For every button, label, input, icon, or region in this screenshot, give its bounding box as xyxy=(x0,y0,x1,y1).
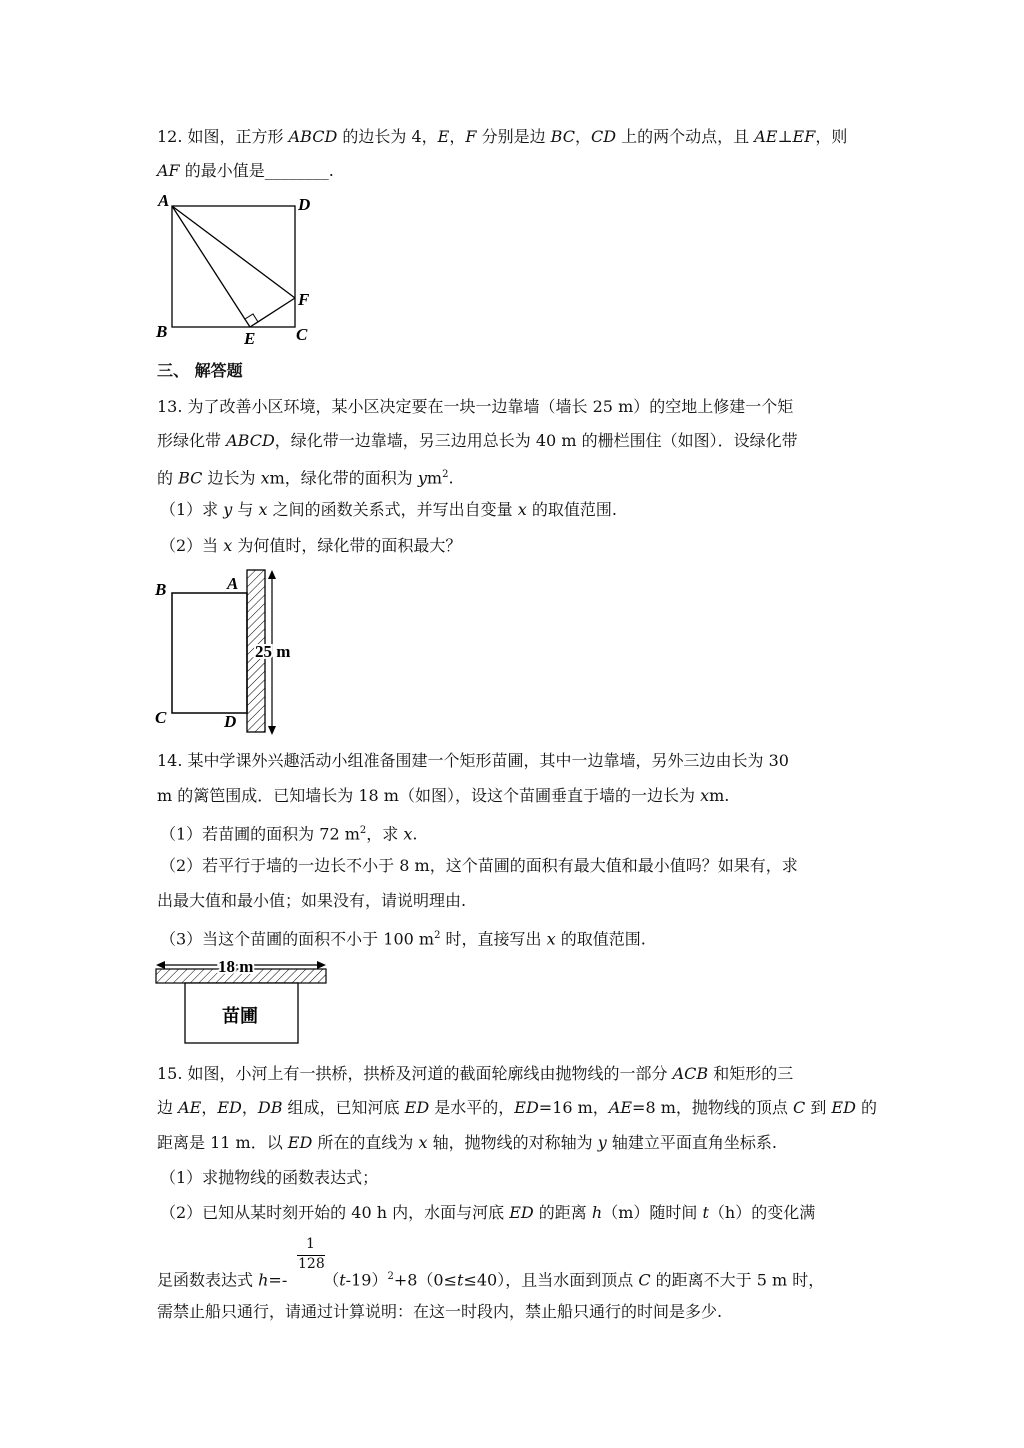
q13-line-2: 形绿化带 ABCD，绿化带一边靠墙，另三边用总长为 40 m 的栅栏围住（如图）．设绿化带 xyxy=(157,431,798,450)
q13-line-1: 13. 为了改善小区环境，某小区决定要在一块一边靠墙（墙长 25 m）的空地上修建一个矩 xyxy=(157,397,794,416)
q15-line-1: 15. 如图，小河上有一拱桥，拱桥及河道的截面轮廓线由抛物线的一部分 ACB 和矩形的三 xyxy=(157,1064,794,1083)
q14-line-2: m 的篱笆围成．已知墙长为 18 m（如图），设这个苗圃垂直于墙的一边长为 xm. xyxy=(157,786,730,805)
q13-sub-2: （2）当 x 为何值时，绿化带的面积最大？ xyxy=(160,536,462,555)
q14-sub-3: （3）当这个苗圃的面积不小于 100 $m^2$ 时，直接写出 x 的取值范围. xyxy=(160,929,646,949)
q14-sub-2-line-2: 出最大值和最小值；如果没有，请说明理由. xyxy=(157,891,467,910)
q14-line-1: 14. 某中学课外兴趣活动小组准备围建一个矩形苗圃，其中一边靠墙，另外三边由长为 30 xyxy=(157,751,789,770)
q12-label-b: B xyxy=(156,322,168,341)
q13-label-d: D xyxy=(224,712,237,731)
q12-line-2: AF 的最小值是________. xyxy=(157,161,334,180)
q14-wall-length-label: 18 m xyxy=(218,957,254,976)
q13-sub-1: （1）求 y 与 x 之间的函数关系式，并写出自变量 x 的取值范围. xyxy=(160,500,617,519)
q12-label-c: C xyxy=(296,325,308,344)
q13-line-3: 的 BC 边长为 xm，绿化带的面积为 $ym^2$. xyxy=(157,468,454,488)
q15-line-2: 边 AE，ED，DB 组成，已知河底 ED 是水平的，ED=16 m，AE=8 m，抛物线的顶点 C 到 ED 的 xyxy=(157,1098,878,1117)
q13-label-c: C xyxy=(155,708,167,727)
q14-sub-2-line-1: （2）若平行于墙的一边长不小于 8 m，这个苗圃的面积有最大值和最小值吗？如果有，求 xyxy=(160,856,798,875)
q12-label-a: A xyxy=(158,191,170,210)
q12-label-e: E xyxy=(244,329,256,348)
fraction-denominator: 128 xyxy=(298,1256,325,1272)
q12-square-figure xyxy=(150,190,330,350)
q12-label-d: D xyxy=(298,195,311,214)
q13-label-b: B xyxy=(155,580,167,599)
q13-label-a: A xyxy=(227,574,239,593)
q15-sub-1: （1）求抛物线的函数表达式； xyxy=(160,1168,379,1187)
fraction-numerator: 1 xyxy=(306,1236,315,1252)
q14-sub-1: （1）若苗圃的面积为 72 $m^2$，求 x. xyxy=(160,824,418,844)
q15-line-3: 距离是 11 m．以 ED 所在的直线为 x 轴，抛物线的对称轴为 y 轴建立平面直角坐标系. xyxy=(157,1133,777,1152)
q13-wall-length-label: 25 m xyxy=(255,642,291,661)
section-heading: 三、 解答题 xyxy=(157,361,243,380)
q14-garden-label: 苗圃 xyxy=(222,1006,258,1026)
q15-sub-2: （2）已知从某时刻开始的 40 h 内，水面与河底 ED 的距离 h（m）随时间 t（h）的变化满 xyxy=(160,1203,816,1222)
q12-line-1: 12. 如图，正方形 ABCD 的边长为 4，E，F 分别是边 BC，CD 上的两个动点，且 AE⊥EF，则 xyxy=(157,127,848,146)
q14-garden-figure xyxy=(150,955,335,1050)
q12-label-f: F xyxy=(298,290,310,309)
q13-wall-figure xyxy=(150,565,330,740)
q15-last-line: 需禁止船只通行，请通过计算说明：在这一时段内，禁止船只通行的时间是多少. xyxy=(157,1302,723,1321)
q15-formula-line: 足函数表达式 h=- $(t-19)^2+8(0\le t\le 40)$，且当水面到顶点 C 的距离不大于 5 m 时， xyxy=(157,1270,825,1290)
